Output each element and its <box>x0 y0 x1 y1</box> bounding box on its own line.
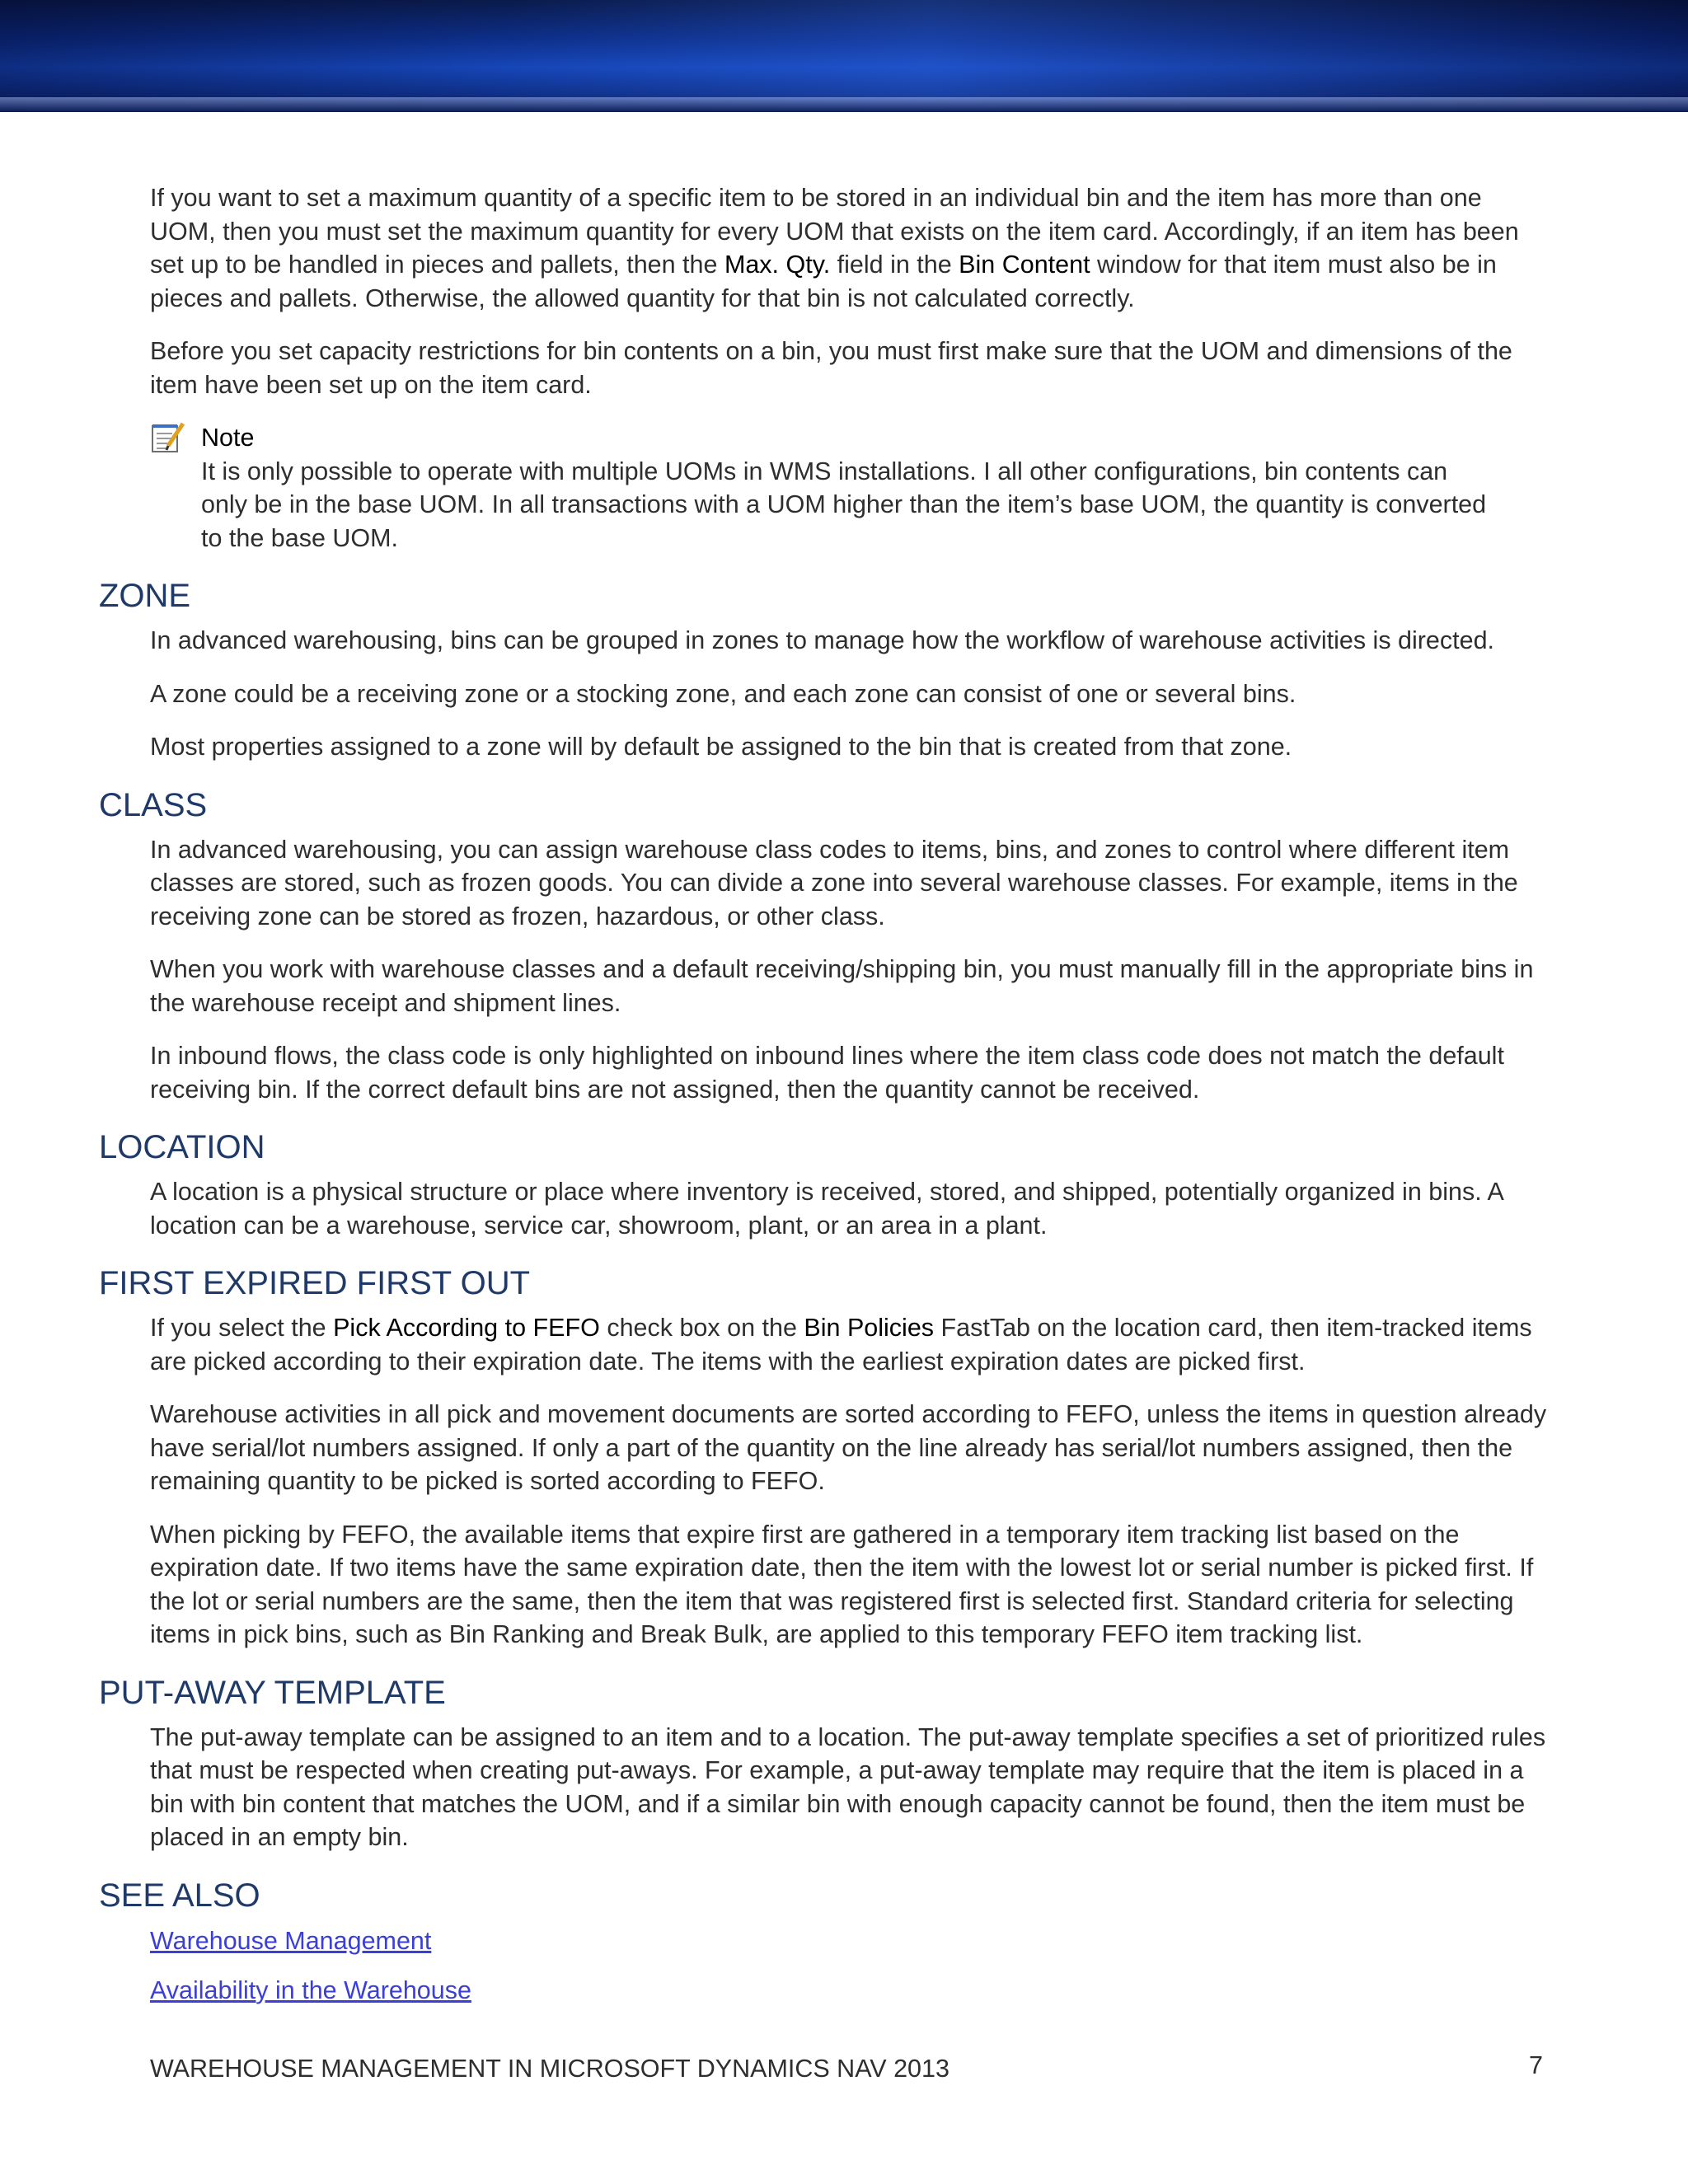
text-run: FastTab on the location card, then item-tracked items are picked according to their expiration date. The items with the earliest expiration dates are picked first. <box>150 1314 1532 1376</box>
note-pad-icon <box>150 421 186 454</box>
paragraph-capacity: Before you set capacity restrictions for bin contents on a bin, you must first make sure that the UOM and dimensions of the item have been set up on the item card. <box>150 337 1512 399</box>
window-name-bin-content: Bin Content <box>959 251 1090 279</box>
header-banner <box>0 0 1688 112</box>
zone-paragraph-1: In advanced warehousing, bins can be grouped in zones to manage how the workflow of warehouse activities is directed. <box>150 626 1495 654</box>
text-run: field in the <box>830 251 959 279</box>
putaway-paragraph-1: The put-away template can be assigned to an item and to a location. The put-away template specifies a set of prioritized rules that must be respected when creating put-aways. For example, a put-away template may require that the item is placed in a bin with bin content that matches the UOM, and if a similar bin with enough capacity cannot be found, then the item must be placed in an empty bin. <box>150 1722 1546 1851</box>
text-run: If you want to set a maximum quantity of a specific item to be stored in an individual bin and the item has more than one UOM, then you must set the maximum quantity for every UOM that exists on the item card. Accordingly, if an item has been set up to be handled in pieces and pallets, then the <box>150 184 1519 279</box>
field-name-pick-according-to-fefo: Pick According to FEFO <box>333 1314 600 1342</box>
field-name-max-qty: Max. Qty. <box>724 251 831 279</box>
heading-zone: ZONE <box>99 578 191 614</box>
link-warehouse-management[interactable]: Warehouse Management <box>150 1926 432 1955</box>
heading-class: CLASS <box>99 786 208 823</box>
class-paragraph-2: When you work with warehouse classes and a default receiving/shipping bin, you must manually fill in the appropriate bins in the warehouse receipt and shipment lines. <box>150 955 1534 1017</box>
page-number: 7 <box>1529 2051 1543 2079</box>
text-run: window for that item must also be in pieces and pallets. Otherwise, the allowed quantity for that bin is not calculated correctly. <box>150 251 1497 312</box>
class-paragraph-1: In advanced warehousing, you can assign warehouse class codes to items, bins, and zones to control where different item classes are stored, such as frozen goods. You can divide a zone into several warehouse classes. For example, items in the receiving zone can be stored as frozen, hazardous, or other class. <box>150 835 1518 930</box>
fefo-paragraph-3: When picking by FEFO, the available items that expire first are gathered in a temporary item tracking list based on the expiration date. If two items have the same expiration date, then the item with the lowest lot or serial number is picked first. If the lot or serial numbers are the same, then the item that was registered first is selected first. Standard criteria for selecting items in pick bins, such as Bin Ranking and Break Bulk, are applied to this temporary FEFO item tracking list. <box>150 1520 1534 1648</box>
class-paragraph-3: In inbound flows, the class code is only highlighted on inbound lines where the item class code does not match the default receiving bin. If the correct default bins are not assigned, then the quantity cannot be received. <box>150 1042 1504 1104</box>
footer-title: WAREHOUSE MANAGEMENT IN MICROSOFT DYNAMICS NAV 2013 <box>150 2055 950 2083</box>
fefo-paragraph-2: Warehouse activities in all pick and movement documents are sorted according to FEFO, unless the items in question already have serial/lot numbers assigned. If only a part of the quantity on the line already has serial/lot numbers assigned, then the remaining quantity to be picked is sorted according to FEFO. <box>150 1400 1547 1495</box>
heading-put-away-template: PUT-AWAY TEMPLATE <box>99 1674 446 1711</box>
note-text: It is only possible to operate with multiple UOMs in WMS installations. I all other configurations, bin contents can only be in the base UOM. In all transactions with a UOM higher than the item’s base UOM, the quantity is converted to the base UOM. <box>201 457 1487 552</box>
location-paragraph-1: A location is a physical structure or place where inventory is received, stored, and shipped, potentially organized in bins. A location can be a warehouse, service car, showroom, plant, or an area in a plant. <box>150 1178 1503 1240</box>
note-box <box>150 421 1550 555</box>
text-run: check box on the <box>599 1314 804 1342</box>
link-availability-in-warehouse[interactable]: Availability in the Warehouse <box>150 1975 471 2004</box>
zone-paragraph-2: A zone could be a receiving zone or a stocking zone, and each zone can consist of one or several bins. <box>150 679 1296 708</box>
heading-see-also: SEE ALSO <box>99 1877 260 1914</box>
fefo-paragraph-1 <box>150 1311 1550 1378</box>
note-title: Note <box>201 424 255 452</box>
heading-fefo: FIRST EXPIRED FIRST OUT <box>99 1265 531 1301</box>
fasttab-name-bin-policies: Bin Policies <box>804 1314 935 1342</box>
paragraph-max-qty <box>150 181 1550 315</box>
page-footer <box>150 2052 1543 2085</box>
zone-paragraph-3: Most properties assigned to a zone will by default be assigned to the bin that is created from that zone. <box>150 733 1292 761</box>
text-run: If you select the <box>150 1314 334 1342</box>
heading-location: LOCATION <box>99 1129 265 1165</box>
document-body <box>99 181 1550 2022</box>
